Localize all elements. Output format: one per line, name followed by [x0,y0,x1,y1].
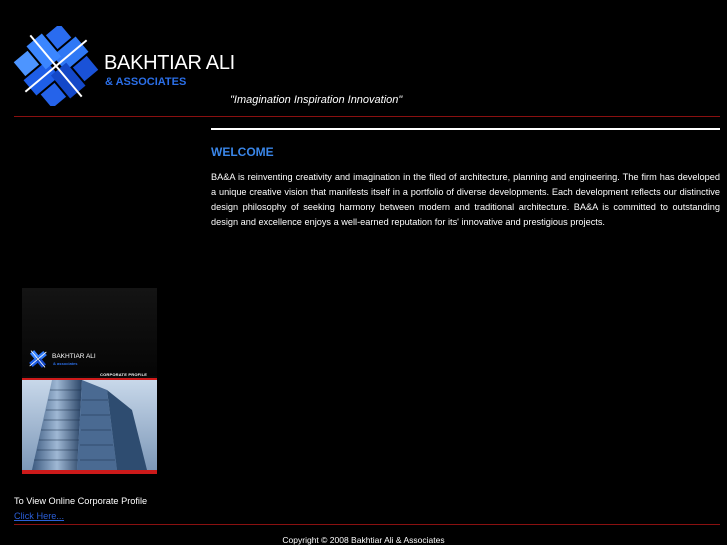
footer-divider [14,524,720,525]
copyright-text: Copyright © 2008 Bakhtiar Ali & Associates [282,535,445,545]
profile-brand-name: BAKHTIAR ALI [52,353,96,360]
welcome-heading: WELCOME [211,145,274,159]
tagline: "Imagination Inspiration Innovation" [230,94,403,106]
brand-subtitle: & ASSOCIATES [105,76,187,88]
content-divider [211,128,720,130]
company-logo [12,26,100,106]
profile-brand-subtitle: & associates [53,361,78,366]
brand-name: BAKHTIAR ALI [104,52,235,74]
click-here-link[interactable]: Click Here... [14,511,65,521]
building-photo [22,380,157,470]
corporate-profile-thumbnail[interactable] [22,288,157,474]
profile-red-bar-bottom [22,470,157,474]
view-profile-text: To View Online Corporate Profile [14,496,148,506]
mini-logo-icon [26,348,50,370]
profile-caption: CORPORATE PROFILE [100,372,148,377]
header-divider [14,116,720,117]
intro-paragraph: BA&A is reinventing creativity and imagination in the filed of architecture, planning and engineering. The firm has developed a unique creative vision that manifests itself in a portfolio of diverse developments. Each development reflects our distinctive design philosophy of seeking harmony between modern and traditional architecture. BA&A is committed to outstanding design and excellence enjoys a well-earned reputation for its' innovative and prestigious projects. [211,172,720,227]
